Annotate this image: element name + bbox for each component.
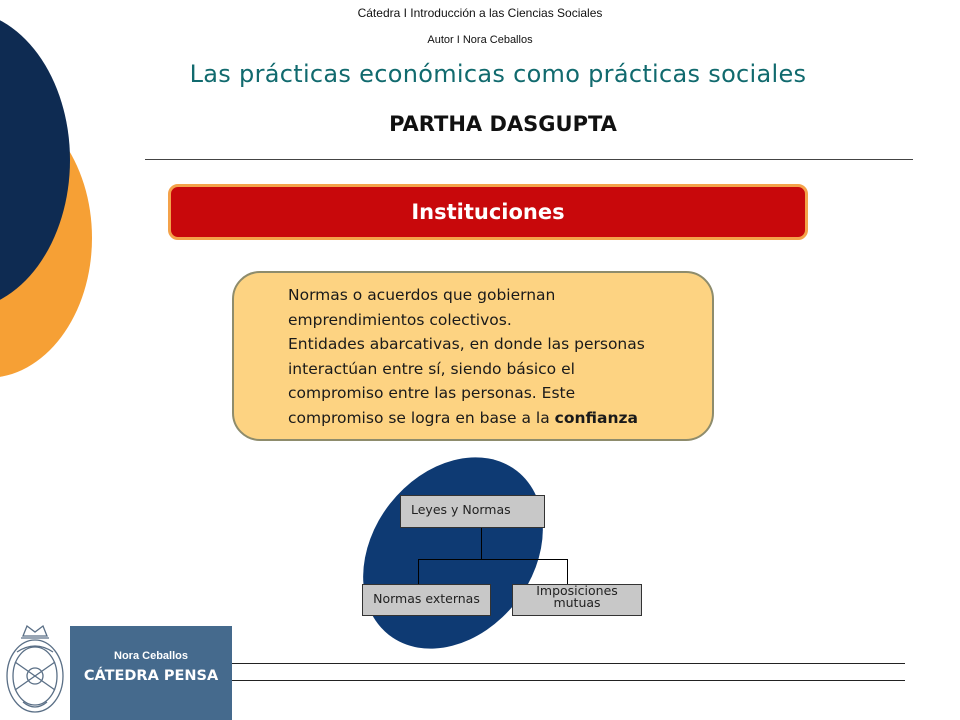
definition-emphasis: confianza bbox=[554, 408, 638, 427]
course-line: Cátedra I Introducción a las Ciencias Sociales bbox=[357, 6, 603, 20]
definition-line: Normas o acuerdos que gobiernan bbox=[288, 286, 556, 304]
definition-box bbox=[232, 271, 714, 441]
footer-catedra: CÁTEDRA PENSA bbox=[83, 668, 219, 684]
university-seal-icon bbox=[3, 622, 67, 718]
definition-line: interactúan entre sí, siendo básico el bbox=[288, 359, 575, 378]
diagram-node-normas-externas: Normas externas bbox=[362, 584, 491, 616]
connector-line bbox=[481, 528, 482, 560]
author-line: Autor I Nora Ceballos bbox=[427, 34, 533, 46]
slide-subtitle: PARTHA DASGUPTA bbox=[389, 112, 617, 136]
definition-line: compromiso entre las personas. Este bbox=[288, 384, 576, 402]
diagram-node-imposiciones-mutuas: Imposiciones mutuas bbox=[512, 584, 642, 616]
diagram-backdrop-ellipse bbox=[326, 422, 580, 684]
definition-line: Entidades abarcativas, en donde las personas bbox=[288, 335, 645, 353]
footer-divider bbox=[232, 680, 905, 681]
definition-text: compromiso se logra en base a la bbox=[288, 408, 555, 427]
connector-line bbox=[567, 559, 568, 584]
banner-label: Instituciones bbox=[411, 200, 565, 224]
footer-brand-panel bbox=[70, 626, 232, 720]
instituciones-banner bbox=[168, 184, 808, 240]
slide-title: Las prácticas económicas como prácticas sociales bbox=[189, 60, 807, 88]
connector-line bbox=[418, 559, 419, 584]
connector-line bbox=[418, 559, 568, 560]
footer-divider bbox=[232, 663, 905, 664]
diagram-node-root: Leyes y Normas bbox=[400, 495, 545, 528]
footer-name: Nora Ceballos bbox=[114, 650, 188, 662]
header-divider bbox=[145, 159, 913, 160]
definition-line: emprendimientos colectivos. bbox=[288, 310, 512, 329]
definition-line-last bbox=[288, 406, 692, 431]
